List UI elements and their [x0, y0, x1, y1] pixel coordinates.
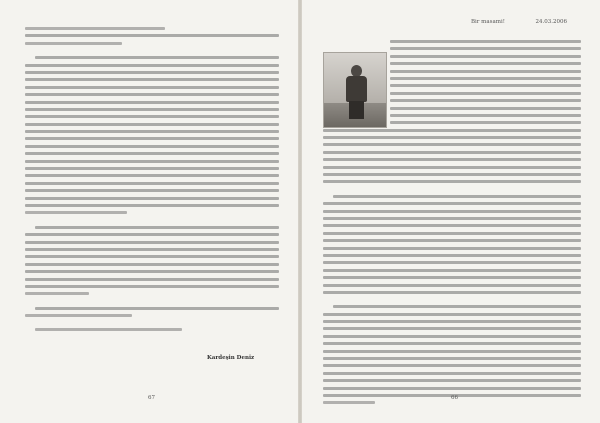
text-line — [323, 173, 581, 176]
paragraph-gap — [323, 188, 581, 195]
text-line — [25, 270, 279, 273]
right-page-header — [323, 19, 581, 31]
text-line — [25, 86, 279, 89]
left-page-number: 67 — [148, 395, 155, 401]
text-line — [25, 115, 279, 118]
text-line — [25, 241, 279, 244]
text-line — [390, 70, 581, 73]
text-line — [323, 261, 581, 264]
text-line — [35, 226, 279, 229]
text-line — [323, 342, 581, 345]
text-line — [323, 254, 581, 257]
text-line — [323, 372, 581, 375]
text-line — [323, 202, 581, 205]
text-line — [323, 379, 581, 382]
text-line — [25, 93, 279, 96]
text-line — [25, 314, 132, 317]
text-line — [323, 327, 581, 330]
text-line — [25, 211, 127, 214]
text-line — [25, 278, 279, 281]
text-line — [25, 108, 279, 111]
text-line — [323, 401, 375, 404]
text-line — [390, 99, 581, 102]
text-line — [323, 320, 581, 323]
text-line — [390, 121, 581, 124]
text-line — [390, 40, 581, 43]
text-line — [323, 210, 581, 213]
text-line — [25, 292, 89, 295]
text-line — [323, 364, 581, 367]
text-line — [35, 56, 279, 59]
text-line — [25, 27, 165, 30]
text-line — [323, 158, 581, 161]
text-line — [25, 248, 279, 251]
text-line — [25, 263, 279, 266]
header-title: Bir masami! — [471, 19, 505, 25]
paragraph-gap — [25, 49, 279, 56]
text-line — [25, 34, 279, 37]
text-line — [323, 313, 581, 316]
paragraph-gap — [25, 300, 279, 307]
text-line — [323, 387, 581, 390]
text-line — [25, 101, 279, 104]
text-line — [25, 42, 122, 45]
text-line — [390, 47, 581, 50]
paragraph-gap — [25, 219, 279, 226]
text-line — [25, 197, 279, 200]
text-line — [25, 167, 279, 170]
right-page-text — [323, 40, 581, 409]
text-line — [35, 328, 182, 331]
paragraph-gap — [323, 298, 581, 305]
text-line — [35, 307, 279, 310]
right-page-number: 66 — [451, 395, 458, 401]
text-line — [323, 269, 581, 272]
text-line — [323, 357, 581, 360]
text-line — [323, 247, 581, 250]
text-line — [25, 204, 279, 207]
text-line — [390, 92, 581, 95]
text-line — [25, 160, 279, 163]
text-line — [333, 195, 581, 198]
text-line — [390, 55, 581, 58]
text-line — [323, 276, 581, 279]
text-line — [323, 284, 581, 287]
text-line — [333, 305, 581, 308]
text-line — [25, 189, 279, 192]
text-line — [323, 239, 581, 242]
text-line — [25, 137, 279, 140]
paragraph-gap — [25, 321, 279, 328]
left-page-text — [25, 27, 279, 336]
text-line — [25, 78, 279, 81]
text-line — [323, 232, 581, 235]
text-line — [25, 123, 279, 126]
text-line — [323, 217, 581, 220]
text-line — [323, 291, 581, 294]
text-line — [25, 174, 279, 177]
text-line — [25, 182, 279, 185]
text-line — [390, 107, 581, 110]
text-line — [323, 180, 581, 183]
text-line — [323, 151, 581, 154]
signature: Kardeşin Deniz — [207, 355, 255, 361]
text-line — [25, 130, 279, 133]
text-line — [25, 285, 279, 288]
text-line — [323, 350, 581, 353]
text-line — [390, 62, 581, 65]
right-page — [300, 0, 600, 423]
text-line — [25, 71, 279, 74]
text-line — [25, 64, 279, 67]
text-line — [25, 233, 279, 236]
header-date: 24.03.2006 — [535, 19, 567, 25]
text-line — [25, 255, 279, 258]
book-gutter — [298, 0, 302, 423]
text-line — [323, 129, 581, 132]
text-line — [390, 114, 581, 117]
text-line — [25, 152, 279, 155]
text-line — [323, 166, 581, 169]
text-line — [25, 145, 279, 148]
text-line — [390, 84, 581, 87]
text-line — [323, 136, 581, 139]
text-line — [390, 77, 581, 80]
text-line — [323, 143, 581, 146]
text-line — [323, 335, 581, 338]
text-line — [323, 224, 581, 227]
